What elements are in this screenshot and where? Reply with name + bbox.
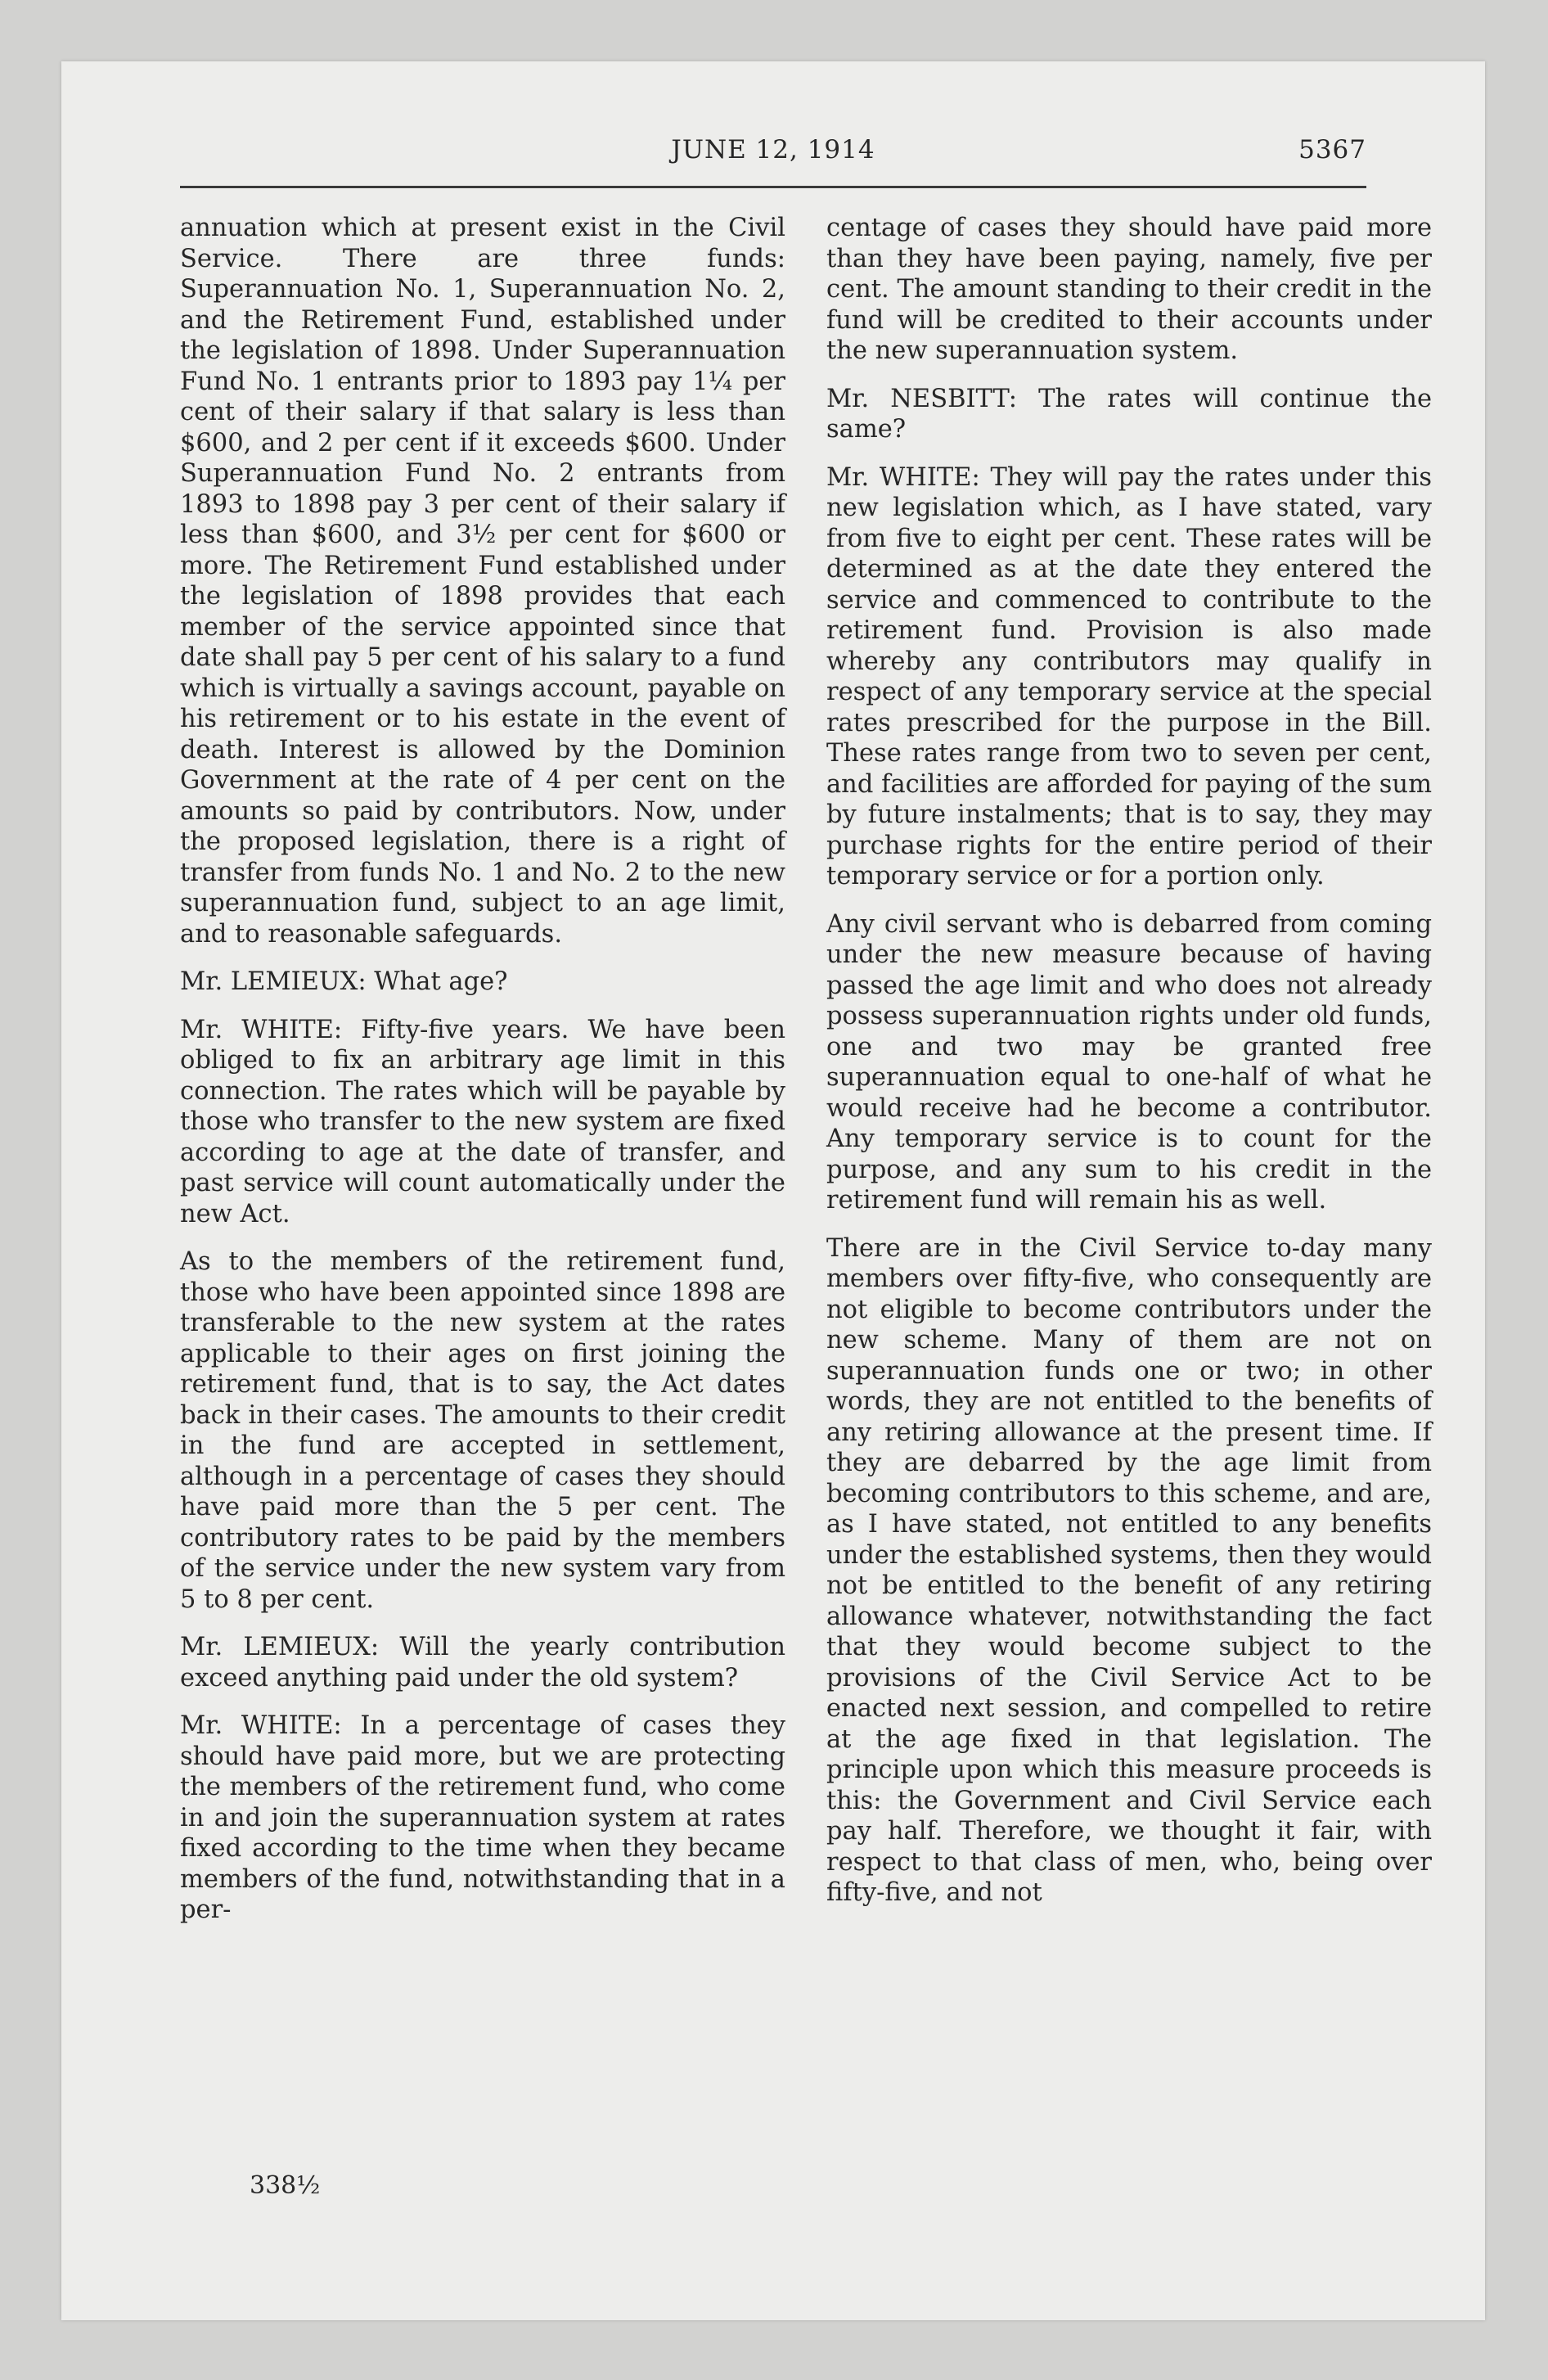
paragraph: Mr. WHITE: They will pay the rates under this new legislation which, as I have stated, vary from five to eight per cent. These rates will be determined as at the date they entered the service and commenced to contribute to the retirement fund. Provision is also made whereby any contributors may qualify in respect of any temporary service at the special rates prescribed for the purpose in the Bill. These rates range from two to seven per cent, and facilities are afforded for paying of the sum by future instalments; that is to say, they may purchase rights for the entire period of their temporary service or for a portion only.: [826, 462, 1432, 890]
paragraph: Mr. WHITE: In a percentage of cases they should have paid more, but we are protecting the members of the retirement fund, who come in and join the superannuation system at rates fixed according to the time when they became members of the fund, notwithstanding that in a per-: [180, 1711, 785, 1924]
footer-signature-mark: 338½: [250, 2171, 321, 2200]
right-column: [826, 213, 1432, 1926]
document-page: [61, 61, 1485, 2320]
paragraph: annuation which at present exist in the Civil Service. There are three funds: Superannuation No. 1, Superannuation No. 2, and the Retirement Fund, established under the legislation of 1898. Under Superannuation Fund No. 1 entrants prior to 1893 pay 1¼ per cent of their salary if that salary is less than $600, and 2 per cent if it exceeds $600. Under Superannuation Fund No. 2 entrants from 1893 to 1898 pay 3 per cent of their salary if less than $600, and 3½ per cent for $600 or more. The Retirement Fund established under the legislation of 1898 provides that each member of the service appointed since that date shall pay 5 per cent of his salary to a fund which is virtually a savings account, payable on his retirement or to his estate in the event of death. Interest is allowed by the Dominion Government at the rate of 4 per cent on the amounts so paid by contributors. Now, under the proposed legislation, there is a right of transfer from funds No. 1 and No. 2 to the new superannuation fund, subject to an age limit, and to reasonable safeguards.: [180, 214, 785, 949]
header-rule: [180, 186, 1366, 188]
paragraph: Mr. NESBITT: The rates will continue the same?: [826, 384, 1432, 444]
paragraph: Mr. LEMIEUX: Will the yearly contribution exceed anything paid under the old system?: [180, 1633, 785, 1693]
page-number: 5367: [1298, 135, 1366, 165]
paragraph: Any civil servant who is debarred from coming under the new measure because of having passed the age limit and who does not already possess superannuation rights under old funds, one and two may be granted free superannuation equal to one-half of what he would receive had he become a contributor. Any temporary service is to count for the purpose, and any sum to his credit in the retirement fund will remain his as well.: [826, 909, 1432, 1215]
left-column: [180, 213, 785, 1943]
header-date: JUNE 12, 1914: [671, 135, 875, 165]
paragraph: Mr. WHITE: Fifty-five years. We have been obliged to fix an arbitrary age limit in this connection. The rates which will be payable by those who transfer to the new system are fixed according to age at the date of transfer, and past service will count automatically under the new Act.: [180, 1015, 785, 1228]
page-header: [180, 135, 1366, 176]
paragraph: centage of cases they should have paid more than they have been paying, namely, five per cent. The amount standing to their credit in the fund will be credited to their accounts under the new superannuation system.: [826, 214, 1432, 365]
paragraph: Mr. LEMIEUX: What age?: [180, 967, 508, 996]
paragraph: As to the members of the retirement fund, those who have been appointed since 1898 are transferable to the new system at the rates applicable to their ages on first joining the retirement fund, that is to say, the Act dates back in their cases. The amounts to their credit in the fund are accepted in settlement, although in a percentage of cases they should have paid more than the 5 per cent. The contributory rates to be paid by the members of the service under the new system vary from 5 to 8 per cent.: [180, 1247, 785, 1614]
paragraph: There are in the Civil Service to-day many members over fifty-five, who consequently are not eligible to become contributors under the new scheme. Many of them are not on superannuation funds one or two; in other words, they are not entitled to the benefits of any retiring allowance at the present time. If they are debarred by the age limit from becoming contributors to this scheme, and are, as I have stated, not entitled to any benefits under the established systems, then they would not be entitled to the benefit of any retiring allowance whatever, notwithstanding the fact that they would become subject to the provisions of the Civil Service Act to be enacted next session, and compelled to retire at the age fixed in that legislation. The principle upon which this measure proceeds is this: the Government and Civil Service each pay half. Therefore, we thought it fair, with respect to that class of men, who, being over fifty-five, and not: [826, 1233, 1432, 1907]
